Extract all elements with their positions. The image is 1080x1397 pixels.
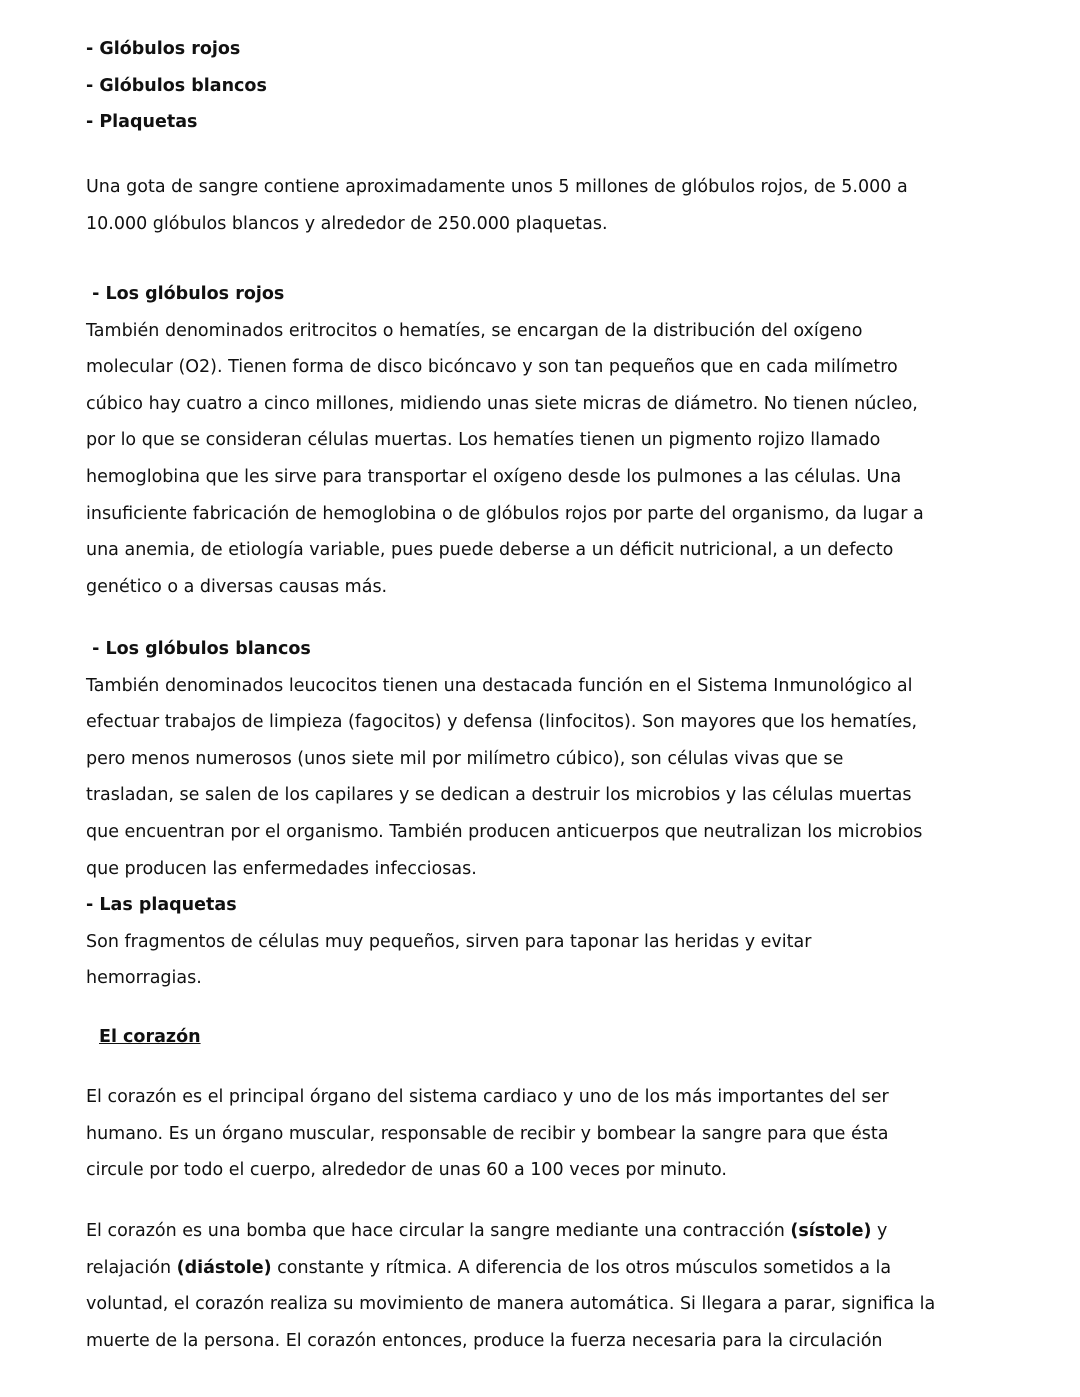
body-text: relajación [86, 1257, 177, 1278]
white-blood-cells-and-platelets-section [86, 631, 1016, 997]
heart-pump-paragraph [86, 1213, 1016, 1359]
text-line [86, 569, 1016, 606]
red-blood-cells-section [86, 276, 1016, 605]
body-text: El corazón es el principal órgano del sistema cardiaco y uno de los más importantes del ser [86, 1087, 889, 1107]
bold-text: - Glóbulos blancos [86, 75, 267, 96]
text-line [86, 459, 1016, 496]
text-line [86, 68, 1016, 105]
body-text: hemorragias. [86, 968, 202, 989]
bold-text: - Las plaquetas [86, 895, 237, 916]
body-text: También denominados eritrocitos o hematíes, se encargan de la distribución del oxígeno [86, 320, 863, 341]
text-line [86, 741, 1016, 778]
text-line [86, 631, 1016, 668]
underlined-heading-text: El corazón [99, 1027, 201, 1047]
text-line [86, 276, 1016, 313]
text-line [86, 1323, 1016, 1360]
body-text: hemoglobina que les sirve para transportar el oxígeno desde los pulmones a las células. Una [86, 466, 902, 487]
body-text: Una gota de sangre contiene aproximadamente unos 5 millones de glóbulos rojos, de 5.000 a [86, 177, 908, 197]
text-line [86, 960, 1016, 997]
text-line [86, 206, 1016, 243]
body-text: Son fragmentos de células muy pequeños, sirven para taponar las heridas y evitar [86, 931, 812, 952]
body-text: El corazón es una bomba que hace circular la sangre mediante una contracción [86, 1221, 791, 1241]
text-line [86, 1116, 1016, 1153]
heart-intro-paragraph [86, 1079, 1016, 1189]
body-text: una anemia, de etiología variable, pues puede deberse a un déficit nutricional, a un defecto [86, 540, 894, 561]
text-line [86, 1019, 1016, 1056]
body-text: circule por todo el cuerpo, alrededor de unas 60 a 100 veces por minuto. [86, 1160, 727, 1181]
body-text: trasladan, se salen de los capilares y se dedican a destruir los microbios y las células muertas [86, 785, 912, 806]
bold-text: (diástole) [176, 1257, 272, 1278]
body-text: pero menos numerosos (unos siete mil por milímetro cúbico), son células vivas que se [86, 748, 844, 769]
text-line [86, 349, 1016, 386]
body-text: y [871, 1221, 888, 1241]
text-line [86, 313, 1016, 350]
body-text: cúbico hay cuatro a cinco millones, midiendo unas siete micras de diámetro. No tienen núcleo, [86, 393, 918, 414]
text-line [86, 851, 1016, 888]
body-text: que producen las enfermedades infecciosas. [86, 858, 477, 879]
bold-text: - Los glóbulos blancos [86, 639, 311, 659]
text-line [86, 532, 1016, 569]
body-text: insuficiente fabricación de hemoglobina o de glóbulos rojos por parte del organismo, da lugar a [86, 503, 924, 524]
body-text: genético o a diversas causas más. [86, 576, 388, 597]
text-line [86, 422, 1016, 459]
text-line [86, 704, 1016, 741]
bold-text: - Plaquetas [86, 112, 198, 133]
body-text: También denominados leucocitos tienen una destacada función en el Sistema Inmunológico al [86, 675, 913, 696]
text-line [86, 169, 1016, 206]
body-text: molecular (O2). Tienen forma de disco bicóncavo y son tan pequeños que en cada milímetro [86, 357, 898, 378]
text-line [86, 777, 1016, 814]
text-line [86, 104, 1016, 141]
body-text: muerte de la persona. El corazón entonces, produce la fuerza necesaria para la circulación [86, 1330, 883, 1351]
bold-text: - Los glóbulos rojos [86, 284, 285, 304]
body-text: voluntad, el corazón realiza su movimiento de manera automática. Si llegara a parar, significa la [86, 1294, 936, 1315]
bold-text: - Glóbulos rojos [86, 39, 241, 59]
text-line [86, 1286, 1016, 1323]
blood-components-list [86, 31, 1016, 141]
text-line [86, 31, 1016, 68]
text-line [86, 1079, 1016, 1116]
text-line [86, 1152, 1016, 1189]
blood-drop-paragraph [86, 169, 1016, 242]
body-text: humano. Es un órgano muscular, responsable de recibir y bombear la sangre para que ésta [86, 1123, 889, 1144]
text-line [86, 924, 1016, 961]
text-line [86, 887, 1016, 924]
bold-text: (sístole) [790, 1221, 872, 1241]
body-text: efectuar trabajos de limpieza (fagocitos) y defensa (linfocitos). Son mayores que los hematíes, [86, 712, 918, 733]
text-line [86, 386, 1016, 423]
body-text: constante y rítmica. A diferencia de los otros músculos sometidos a la [271, 1257, 892, 1278]
text-line [86, 496, 1016, 533]
body-text: por lo que se consideran células muertas. Los hematíes tienen un pigmento rojizo llamado [86, 430, 881, 451]
body-text: que encuentran por el organismo. También producen anticuerpos que neutralizan los microbios [86, 821, 923, 842]
body-text: 10.000 glóbulos blancos y alrededor de 250.000 plaquetas. [86, 213, 608, 234]
text-line [86, 1213, 1016, 1250]
text-line [86, 668, 1016, 705]
text-line [86, 1250, 1016, 1287]
heart-heading [86, 1019, 1016, 1056]
text-line [86, 814, 1016, 851]
